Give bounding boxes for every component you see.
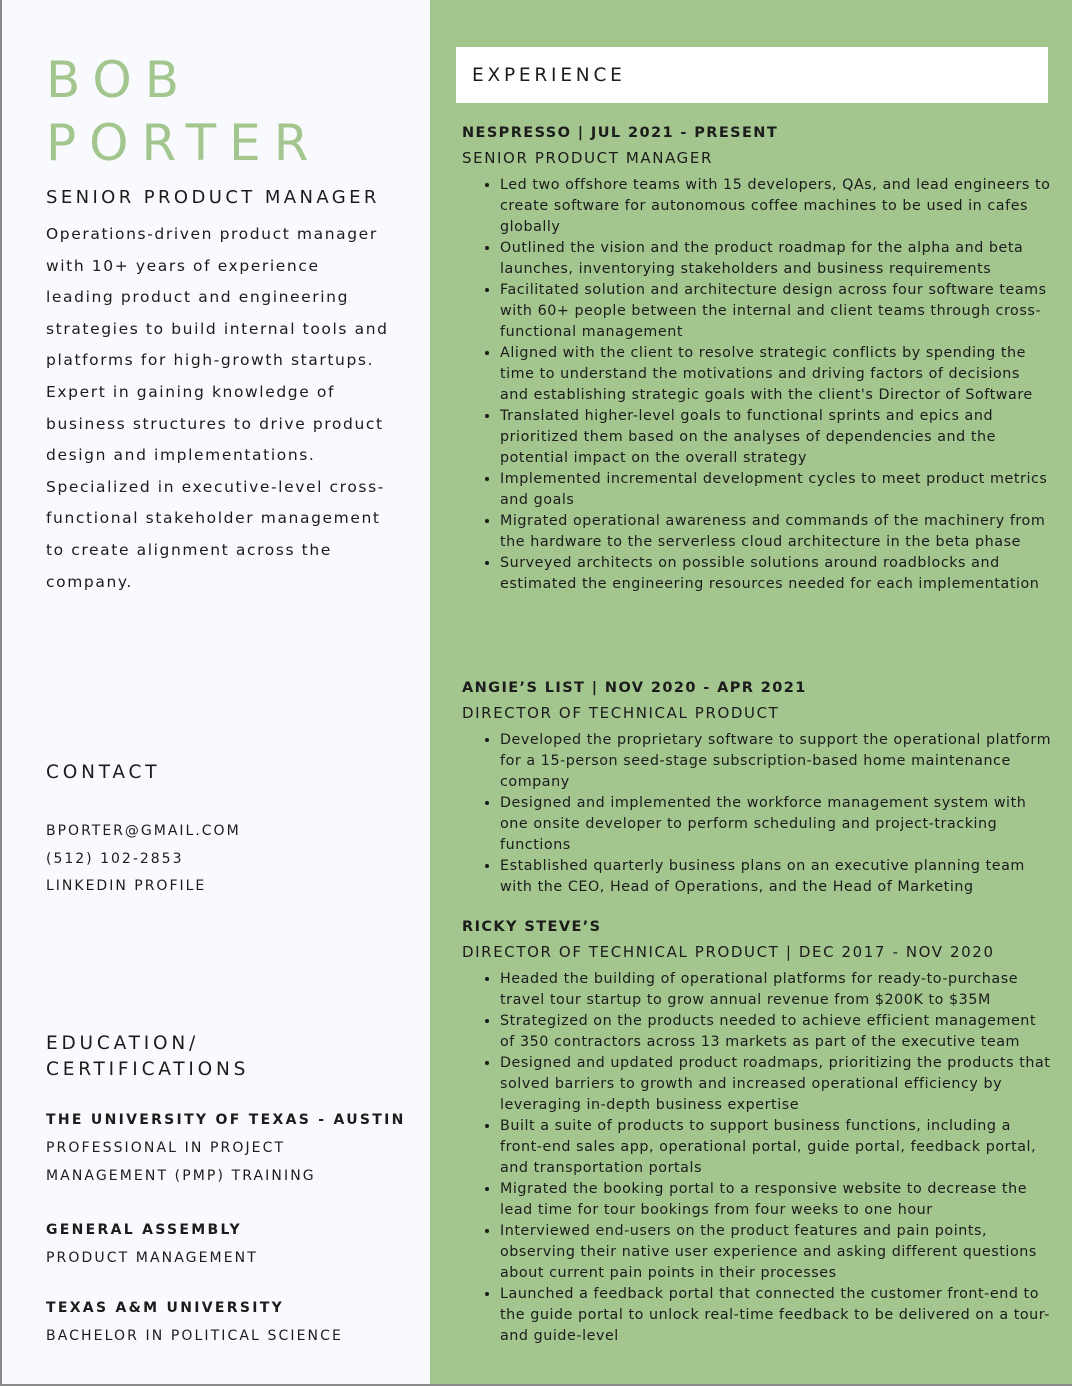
bullet-item: • Aligned with the client to resolve strategic conflicts by spending the time to understand the motivations and driving factors of decisions and establishing strategic goals with the client's Director of Software [500,343,1052,406]
job-entry [462,676,1052,898]
education-title-line2: CERTIFICATIONS [46,1059,250,1080]
bullet-item: • Migrated operational awareness and commands of the machinery from the hardware to the serverless cloud architecture in the beta phase [500,511,1052,553]
bullet-item: • Interviewed end-users on the product features and pain points, observing their native user experience and asking different questions about current pain points in their processes [500,1221,1052,1284]
job-role: SENIOR PRODUCT MANAGER [462,149,713,167]
experience-header [456,47,1048,103]
email[interactable]: BPORTER@GMAIL.COM [46,823,241,839]
education-school: THE UNIVERSITY OF TEXAS - AUSTIN [46,1112,406,1128]
bullet-item: • Designed and updated product roadmaps, prioritizing the products that solved barriers to growth and increased operational efficiency by leveraging in-depth business expertise [500,1053,1052,1116]
bullet-item: • Facilitated solution and architecture design across four software teams with 60+ people between the internal and client teams through cross-functional management [500,280,1052,343]
bullet-item: • Designed and implemented the workforce management system with one onsite developer to perform scheduling and project-tracking functions [500,793,1052,856]
bullet-item: • Outlined the vision and the product roadmap for the alpha and beta launches, inventorying stakeholders and business requirements [500,238,1052,280]
education-school: TEXAS A&M UNIVERSITY [46,1300,285,1316]
contact-title: CONTACT [46,762,161,783]
education-detail: PRODUCT MANAGEMENT [46,1250,258,1266]
education-entry [46,1216,406,1272]
bullet-item: • Strategized on the products needed to achieve efficient management of 350 contractors across 13 markets as part of the executive team [500,1011,1052,1053]
job-role: DIRECTOR OF TECHNICAL PRODUCT | DEC 2017 - NOV 2020 [462,943,995,961]
job-entry [462,915,1052,1347]
bullet-item: • Headed the building of operational platforms for ready-to-purchase travel tour startup to grow annual revenue from $200K to $35M [500,969,1052,1011]
job-bullets [462,969,1052,1347]
bullet-item: • Launched a feedback portal that connected the customer front-end to the guide portal to unlock real-time feedback to be delivered on a tour- and guide-level [500,1284,1052,1347]
job-bullets [462,730,1052,898]
job-entry [462,121,1052,595]
bullet-item: • Developed the proprietary software to support the operational platform for a 15-person seed-stage subscription-based home maintenance company [500,730,1052,793]
experience-title: EXPERIENCE [472,65,626,86]
linkedin-link[interactable]: LINKEDIN PROFILE [46,878,207,895]
job-company: NESPRESSO | JUL 2021 - PRESENT [462,125,779,141]
last-name: PORTER [46,114,322,172]
job-company: RICKY STEVE’S [462,919,602,935]
summary: Operations-driven product manager with 10+ years of experience leading product and engineering strategies to build internal tools and platforms for high-growth startups. Expert in gaining knowledge of business structures to drive product design and implementations. Specialized in executive-level cross-functional stakeholder management to create alignment across the company. [46,225,389,591]
education-title-line1: EDUCATION/ [46,1033,200,1054]
bullet-item: • Built a suite of products to support business functions, including a front-end sales app, operational portal, guide portal, feedback portal, and transportation portals [500,1116,1052,1179]
education-title [46,1031,249,1083]
education-school: GENERAL ASSEMBLY [46,1222,242,1238]
job-role: DIRECTOR OF TECHNICAL PRODUCT [462,704,780,722]
bullet-item: • Implemented incremental development cycles to meet product metrics and goals [500,469,1052,511]
bullet-item: • Established quarterly business plans on an executive planning team with the CEO, Head of Operations, and the Head of Marketing [500,856,1052,898]
education-entry [46,1294,406,1350]
education-detail: PROFESSIONAL IN PROJECT MANAGEMENT (PMP) TRAINING [46,1140,316,1184]
bullet-item: • Translated higher-level goals to functional sprints and epics and prioritized them based on the analyses of dependencies and the potential impact on the overall strategy [500,406,1052,469]
bullet-item: • Led two offshore teams with 15 developers, QAs, and lead engineers to create software for autonomous coffee machines to be used in cafes globally [500,175,1052,238]
phone[interactable]: (512) 102-2853 [46,850,184,867]
bullet-item: • Migrated the booking portal to a responsive website to decrease the lead time for tour bookings from four weeks to one hour [500,1179,1052,1221]
job-bullets [462,175,1052,595]
bullet-item: • Surveyed architects on possible solutions around roadblocks and estimated the engineering resources needed for each implementation [500,553,1052,595]
education-detail: BACHELOR IN POLITICAL SCIENCE [46,1328,343,1344]
education-entry [46,1106,406,1190]
headline: SENIOR PRODUCT MANAGER [46,187,380,208]
contact-list [46,818,241,901]
job-company: ANGIE’S LIST | NOV 2020 - APR 2021 [462,680,807,696]
first-name: BOB [46,51,193,109]
